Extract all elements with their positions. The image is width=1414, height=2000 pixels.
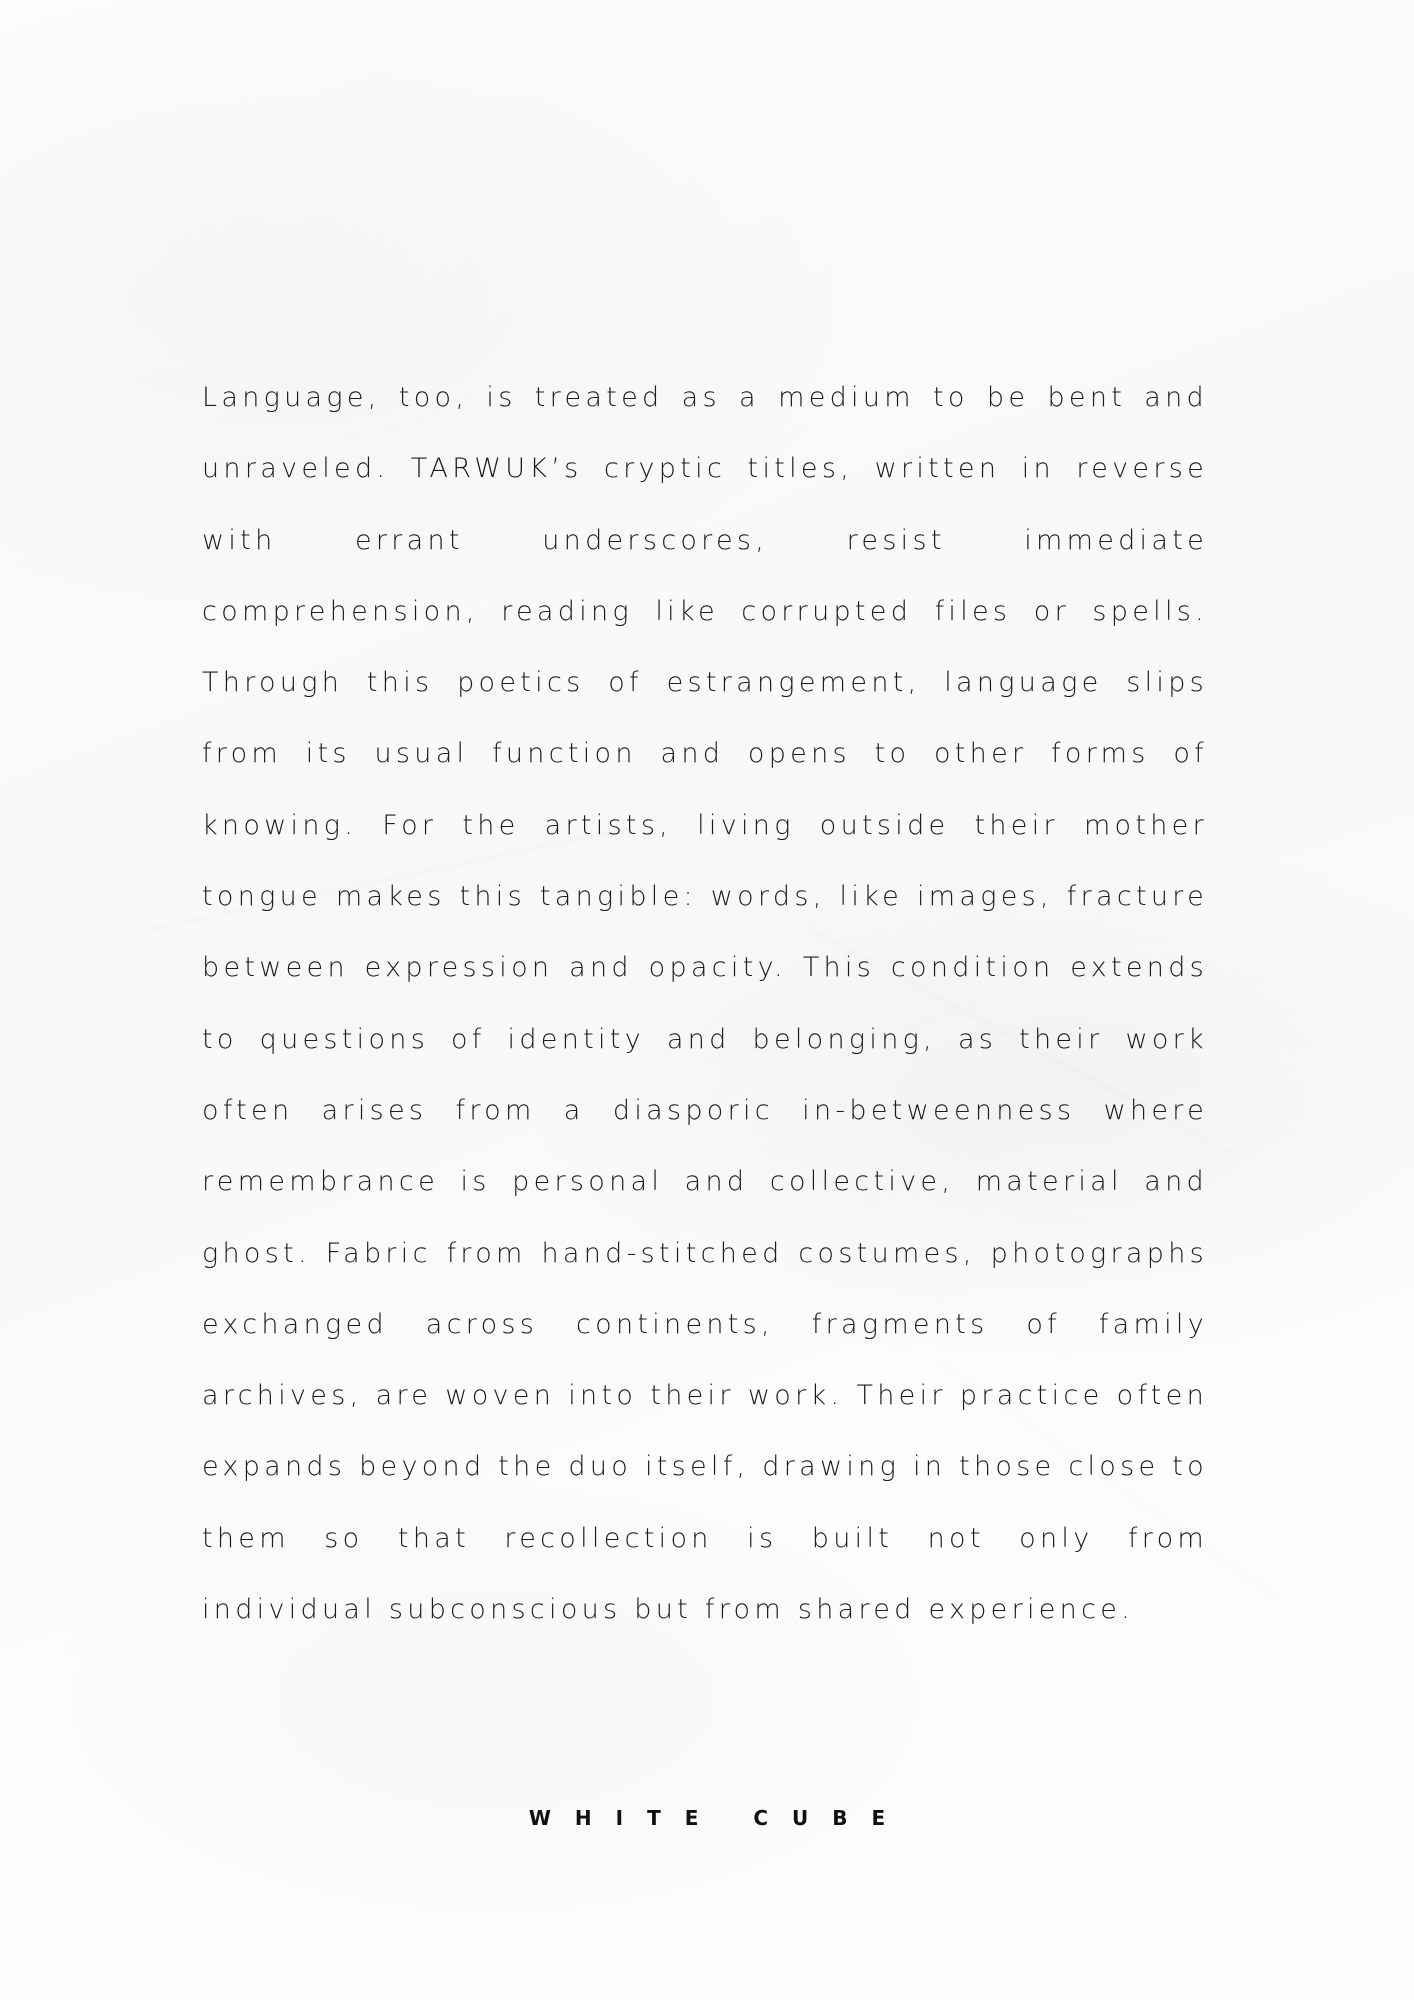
footer-brand-logo: WHITE CUBE [528, 1806, 910, 1830]
body-paragraph: Language, too, is treated as a medium to be bent and unraveled. TARWUK’s cryptic titles, written in reverse with errant underscores, resist immediate comprehension, reading like corrupted files or spells. Through this poetics of estrangement, language slips from its usual function and opens to other forms of knowing. For the artists, living outside their mother tongue makes this tangible: words, like images, fracture between expression and opacity. This condition extends to questions of identity and belonging, as their work often arises from a diasporic in-betweenness where remembrance is personal and collective, material and ghost. Fabric from hand-stitched costumes, photographs exchanged across continents, fragments of family archives, are woven into their work. Their practice often expands beyond the duo itself, drawing in those close to them so that recollection is built not only from individual subconscious but from shared experience. [202, 382, 1208, 1626]
